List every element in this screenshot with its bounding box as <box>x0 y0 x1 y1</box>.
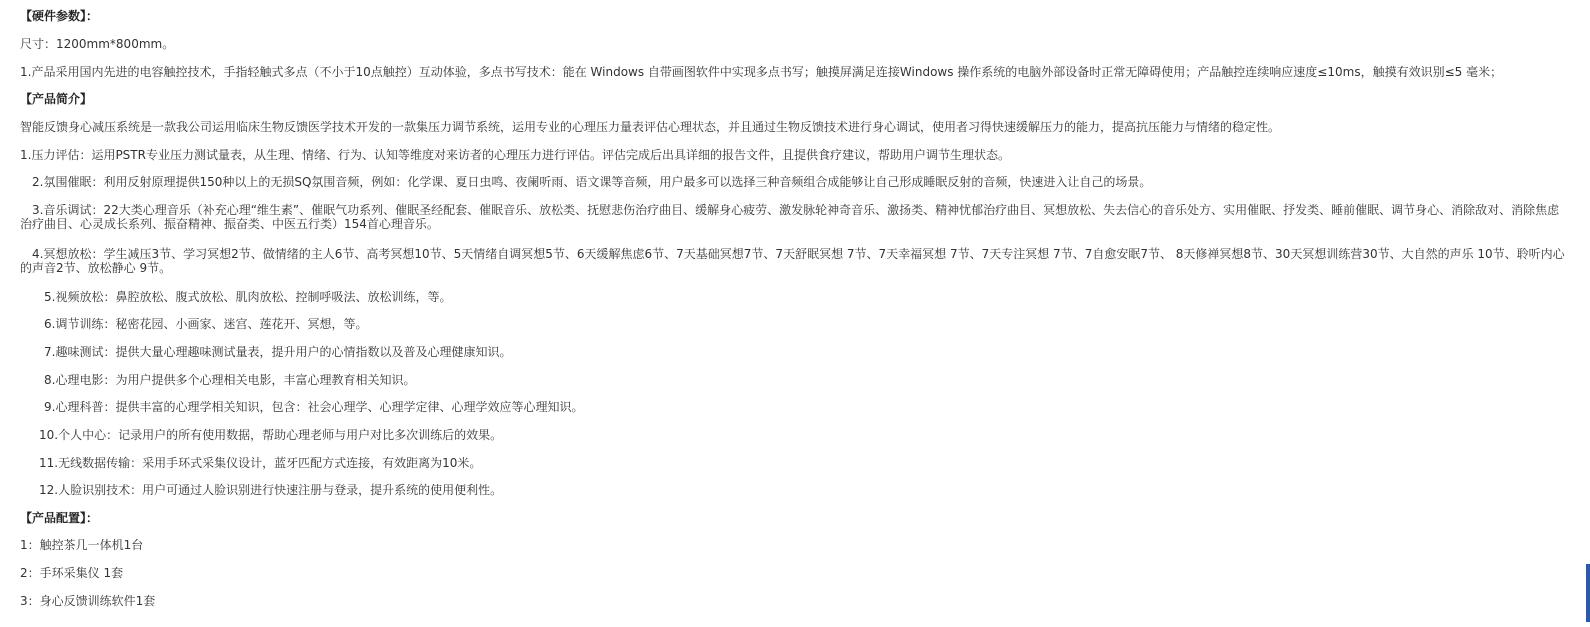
hardware-size: 尺寸：1200mm*800mm。 <box>20 37 175 51</box>
hardware-touch-spec: 1.产品采用国内先进的电容触控技术，手指轻触式多点（不小于10点触控）互动体验，多点书写技术：能在 Windows 自带画图软件中实现多点书写；触摸屏满足连接Windows 操作系统的电脑外部设备时正常无障碍使用；产品触控连续响应速度≤10ms，触摸有效识别≤5 毫米； <box>20 65 1503 79</box>
feature-item: 11.无线数据传输：采用手环式采集仪设计，蓝牙匹配方式连接，有效距离为10米。 <box>39 456 482 470</box>
feature-item: 6.调节训练：秘密花园、小画家、迷宫、莲花开、冥想，等。 <box>44 317 368 331</box>
feature-item: 8.心理电影：为用户提供多个心理相关电影，丰富心理教育相关知识。 <box>44 373 416 387</box>
feature-item: 2.氛围催眠：利用反射原理提供150种以上的无损SQ氛围音频，例如：化学课、夏日虫鸣、夜阑听雨、语文课等音频，用户最多可以选择三种音频组合成能够让自己形成睡眠反射的音频，快速进入让自己的场景。 <box>32 175 1152 189</box>
feature-item: 7.趣味测试：提供大量心理趣味测试量表，提升用户的心情指数以及普及心理健康知识。 <box>44 345 512 359</box>
config-item: 1：触控茶几一体机1台 <box>20 538 144 552</box>
feature-item: 9.心理科普：提供丰富的心理学相关知识，包含：社会心理学、心理学定律、心理学效应等心理知识。 <box>44 400 584 414</box>
config-item: 2：手环采集仪 1套 <box>20 566 124 580</box>
config-heading: 【产品配置】： <box>20 511 99 525</box>
intro-heading: 【产品简介】 <box>20 92 93 106</box>
feature-item: 12.人脸识别技术：用户可通过人脸识别进行快速注册与登录，提升系统的使用便利性。 <box>39 483 503 497</box>
feature-item: 5.视频放松：鼻腔放松、腹式放松、肌肉放松、控制呼吸法、放松训练，等。 <box>44 290 452 304</box>
feature-item: 3.音乐调试：22大类心理音乐（补充心理“维生素”、催眠气功系列、催眠圣经配套、催眠音乐、放松类、抚慰悲伤治疗曲目、缓解身心疲劳、激发脉轮神奇音乐、激扬类、精神忧郁治疗曲目、冥想放松、失去信心的音乐处方、实用催眠、抒发类、睡前催眠、调节身心、消除敌对、消除焦虑治疗曲目、心灵成长系列、振奋精神、振奋类、中医五行类）154首心理音乐。 <box>20 203 1560 231</box>
feature-item: 10.个人中心：记录用户的所有使用数据，帮助心理老师与用户对比多次训练后的效果。 <box>39 428 503 442</box>
feature-item: 4.冥想放松：学生减压3节、学习冥想2节、做情绪的主人6节、高考冥想10节、5天情绪自调冥想5节、6天缓解焦虑6节、7天基础冥想7节、7天舒眠冥想 7节、7天幸福冥想 7节、7天专注冥想 7节、7自愈安眠7节、 8天修禅冥想8节、30天冥想训练营30节、大自然的声乐 10节、聆听内心的声音2节、放松静心 9节。 <box>20 247 1565 275</box>
scrollbar-thumb[interactable] <box>1586 564 1590 622</box>
feature-item: 1.压力评估：运用PSTR专业压力测试量表，从生理、情绪、行为、认知等维度对来访者的心理压力进行评估。评估完成后出具详细的报告文件，且提供食疗建议，帮助用户调节生理状态。 <box>20 148 1010 162</box>
intro-summary: 智能反馈身心减压系统是一款我公司运用临床生物反馈医学技术开发的一款集压力调节系统，运用专业的心理压力量表评估心理状态，并且通过生物反馈技术进行身心调试，使用者习得快速缓解压力的能力，提高抗压能力与情绪的稳定性。 <box>20 120 1281 134</box>
hardware-heading: 【硬件参数】： <box>20 9 99 23</box>
config-item: 3：身心反馈训练软件1套 <box>20 594 156 608</box>
